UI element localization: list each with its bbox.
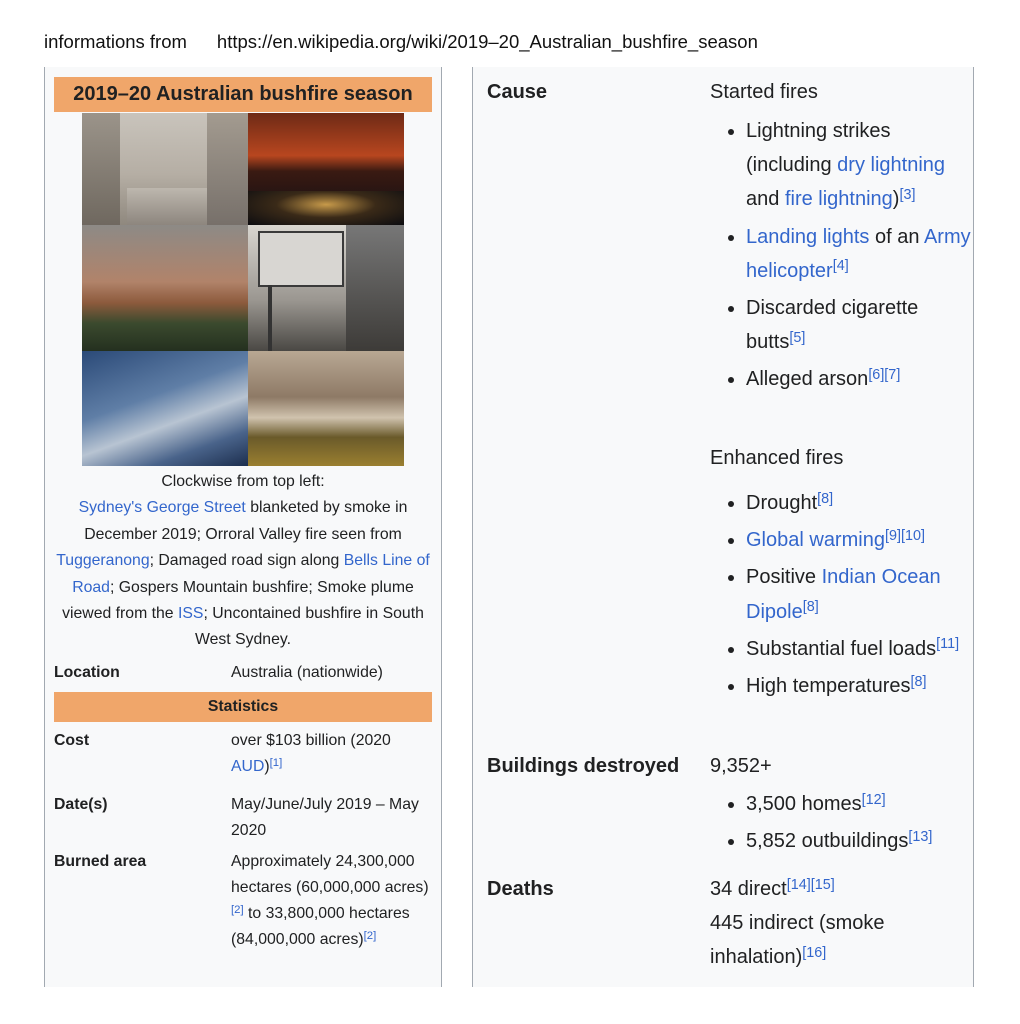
photo-road-sign[interactable] [248, 225, 404, 351]
ref-link[interactable]: [4] [832, 258, 849, 275]
list-item: • Drought[8] [746, 486, 976, 520]
list-item: • Alleged arson[6][7] [746, 362, 976, 396]
ref-link[interactable]: [3] [899, 186, 916, 203]
photo-gospers-mountain[interactable] [82, 225, 248, 351]
started-fires-heading: Started fires [710, 81, 818, 103]
link-dry-lightning[interactable]: dry lightning [837, 154, 946, 177]
photo-iss-smoke-plume[interactable] [82, 351, 248, 466]
location-value: Australia (nationwide) [231, 664, 383, 681]
link-tuggeranong[interactable]: Tuggeranong [56, 552, 150, 570]
ref-link[interactable]: [1] [269, 756, 283, 769]
link-iss[interactable]: ISS [178, 605, 204, 623]
link-army-helicopter[interactable]: Army helicopter [746, 225, 971, 282]
link-aud[interactable]: AUD [231, 758, 265, 775]
ref-link[interactable]: [14][15] [786, 876, 835, 893]
photo-south-west-sydney[interactable] [248, 351, 404, 466]
cost-label: Cost [54, 732, 90, 749]
list-item: • Discarded cigarette butts[5] [746, 291, 976, 359]
list-item [746, 523, 976, 557]
buildings-list [710, 787, 976, 861]
ref-link[interactable]: [8] [817, 490, 834, 507]
enhanced-fires-list [710, 486, 976, 706]
ref-link[interactable]: [16] [802, 944, 827, 961]
ref-link[interactable]: [8] [802, 599, 819, 616]
ref-link[interactable]: [8] [910, 673, 927, 690]
burned-area-value: Approximately 24,300,000 hectares (60,000,000 acres)[2] to 33,800,000 hectares (84,000,000 acres)[2] [231, 853, 429, 948]
link-indian-ocean-dipole[interactable]: Indian Ocean Dipole [746, 566, 941, 623]
list-item: • Substantial fuel loads[11] [746, 632, 976, 666]
photo-orroral-valley-fire[interactable] [248, 113, 404, 225]
caption-text: ; Gospers Mountain bushfire; Smoke plume viewed from the [62, 578, 414, 623]
header [44, 31, 758, 53]
enhanced-fires-heading: Enhanced fires [710, 447, 844, 469]
cost-value: over $103 billion (2020 AUD)[1] [231, 732, 391, 775]
list-item: • Lightning strikes (including dry lightning and fire lightning)[3] [746, 114, 976, 217]
list-item: • Landing lights of an Army helicopter[4] [746, 220, 976, 288]
caption-text: ; Uncontained bushfire in South West Sydney. [195, 605, 424, 649]
link-george-street[interactable]: Sydney's George Street [78, 499, 246, 517]
photo-caption [54, 469, 432, 654]
deaths-label: Deaths [487, 878, 554, 900]
buildings-destroyed-total: 9,352+ [710, 755, 772, 777]
ref-link[interactable]: [12] [861, 791, 886, 808]
list-item: • 3,500 homes[12] [746, 787, 976, 821]
link-global-warming[interactable]: Global warming [746, 529, 885, 552]
header-prefix: informations from [44, 31, 187, 52]
ref-link[interactable]: [5] [789, 329, 806, 346]
ref-link[interactable]: [9][10] [884, 527, 925, 544]
list-item: • High temperatures[8] [746, 669, 976, 703]
burned-area-label: Burned area [54, 853, 147, 870]
list-item: • 5,852 outbuildings[13] [746, 824, 976, 858]
caption-text: blanketed by smoke in December 2019; Orroral Valley fire seen from [84, 499, 408, 543]
dates-label: Date(s) [54, 796, 108, 813]
caption-text: ; Damaged road sign along [149, 552, 344, 570]
started-fires-list [710, 114, 976, 400]
dates-value: May/June/July 2019 – May 2020 [231, 796, 419, 839]
source-url[interactable]: https://en.wikipedia.org/wiki/2019–20_Australian_bushfire_season [216, 31, 758, 52]
buildings-destroyed-label: Buildings destroyed [487, 755, 680, 777]
infobox-continued [472, 67, 974, 987]
list-item: • Positive Indian Ocean Dipole[8] [746, 560, 976, 628]
infobox-main [44, 67, 442, 987]
photo-george-street[interactable] [82, 113, 248, 225]
link-landing-lights[interactable]: Landing lights [746, 225, 870, 248]
link-bells-line-of-road[interactable]: Bells Line of Road [72, 552, 430, 596]
ref-link[interactable]: [11] [936, 636, 960, 653]
statistics-header: Statistics [54, 692, 432, 722]
deaths-value: 34 direct[14][15] 445 indirect (smoke inhalation)[16] [710, 876, 885, 968]
ref-link[interactable]: [2] [231, 903, 244, 916]
location-label: Location [54, 664, 120, 681]
caption-intro: Clockwise from top left: [161, 473, 325, 490]
link-fire-lightning[interactable]: fire lightning [784, 188, 893, 211]
ref-link[interactable]: [2] [363, 929, 377, 942]
infobox-title: 2019–20 Australian bushfire season [54, 77, 432, 112]
cause-label: Cause [487, 81, 548, 103]
ref-link[interactable]: [6][7] [868, 366, 901, 383]
photo-collage[interactable] [82, 113, 404, 466]
ref-link[interactable]: [13] [908, 828, 933, 845]
